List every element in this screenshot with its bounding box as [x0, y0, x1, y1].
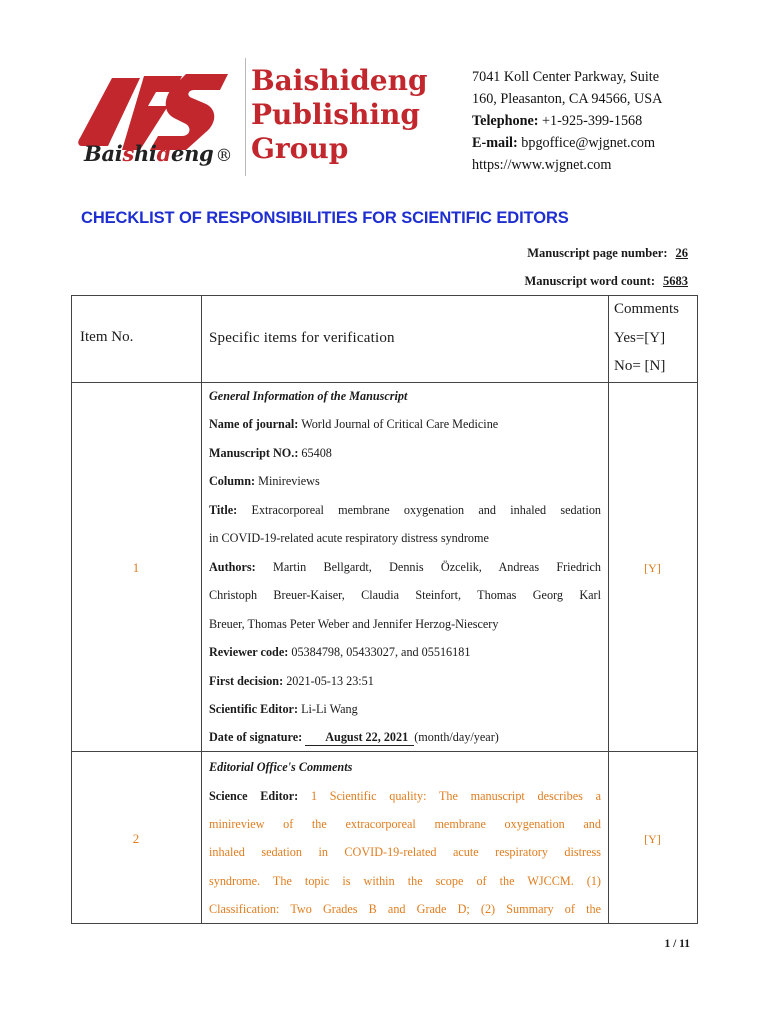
website-link[interactable]: https://www.wjgnet.com: [472, 157, 612, 173]
science-editor-comment-line-5: Classification: Two Grades B and Grade D; (2) Summary of the: [209, 902, 601, 916]
authors-line-1: Authors: Martin Bellgardt, Dennis Özcelik, Andreas Friedrich: [209, 560, 601, 574]
company-name: Baishideng Publishing Group: [251, 64, 428, 165]
science-editor-comment-line-3: inhaled sedation in COVID-19-related acute respiratory distress: [209, 845, 601, 859]
science-editor-comment-line-4: syndrome. The topic is within the scope of the WJCCM. (1): [209, 874, 601, 888]
column-header-specific-items: Specific items for verification: [209, 330, 395, 346]
comment-row-2: [Y]: [644, 832, 661, 846]
manuscript-number: Manuscript NO.: 65408: [209, 446, 332, 460]
yes-legend: Yes=[Y]: [614, 330, 666, 346]
science-editor-comment-line-1: Science Editor: 1 Scientific quality: The manuscript describes a: [209, 789, 601, 803]
scientific-editor: Scientific Editor: Li-Li Wang: [209, 702, 358, 716]
manuscript-title-line-1: Title: Extracorporeal membrane oxygenation and inhaled sedation: [209, 503, 601, 517]
manuscript-page-number: Manuscript page number: 26: [527, 246, 688, 260]
no-legend: No= [N]: [614, 358, 666, 374]
column-type: Column: Minireviews: [209, 474, 320, 488]
document-title: CHECKLIST OF RESPONSIBILITIES FOR SCIENTIFIC EDITORS: [81, 209, 569, 227]
company-address: 7041 Koll Center Parkway, Suite 160, Pleasanton, CA 94566, USA Telephone: +1-925-399-1568 E-mail: bpgoffice@wjgnet.com https://www.wjgnet.com: [472, 66, 662, 176]
brand-wordmark: Baishideng ®: [84, 141, 233, 166]
section-general-information: General Information of the Manuscript: [209, 389, 408, 403]
science-editor-comment-line-2: minireview of the extracorporeal membrane oxygenation and: [209, 817, 601, 831]
column-header-comments: Comments: [614, 301, 680, 317]
column-header-item-no: Item No.: [80, 329, 134, 345]
first-decision: First decision: 2021-05-13 23:51: [209, 674, 374, 688]
authors-line-3: Breuer, Thomas Peter Weber and Jennifer Herzog-Niescery: [209, 617, 499, 631]
header-divider: [245, 58, 246, 176]
manuscript-title-line-2: in COVID-19-related acute respiratory distress syndrome: [209, 531, 489, 545]
section-editorial-office-comments: Editorial Office's Comments: [209, 760, 353, 774]
email-link[interactable]: bpgoffice@wjgnet.com: [521, 135, 656, 151]
item-number-1: 1: [132, 560, 140, 575]
journal-name: Name of journal: World Journal of Critical Care Medicine: [209, 417, 499, 431]
date-of-signature: Date of signature: August 22, 2021 (month/day/year): [209, 730, 499, 744]
authors-line-2: Christoph Breuer-Kaiser, Claudia Steinfort, Thomas Georg Karl: [209, 588, 601, 602]
comment-row-1: [Y]: [644, 561, 661, 575]
manuscript-word-count: Manuscript word count: 5683: [524, 274, 688, 288]
page-number: 1 / 11: [664, 938, 690, 950]
reviewer-code: Reviewer code: 05384798, 05433027, and 05516181: [209, 645, 471, 659]
item-number-2: 2: [132, 831, 140, 846]
